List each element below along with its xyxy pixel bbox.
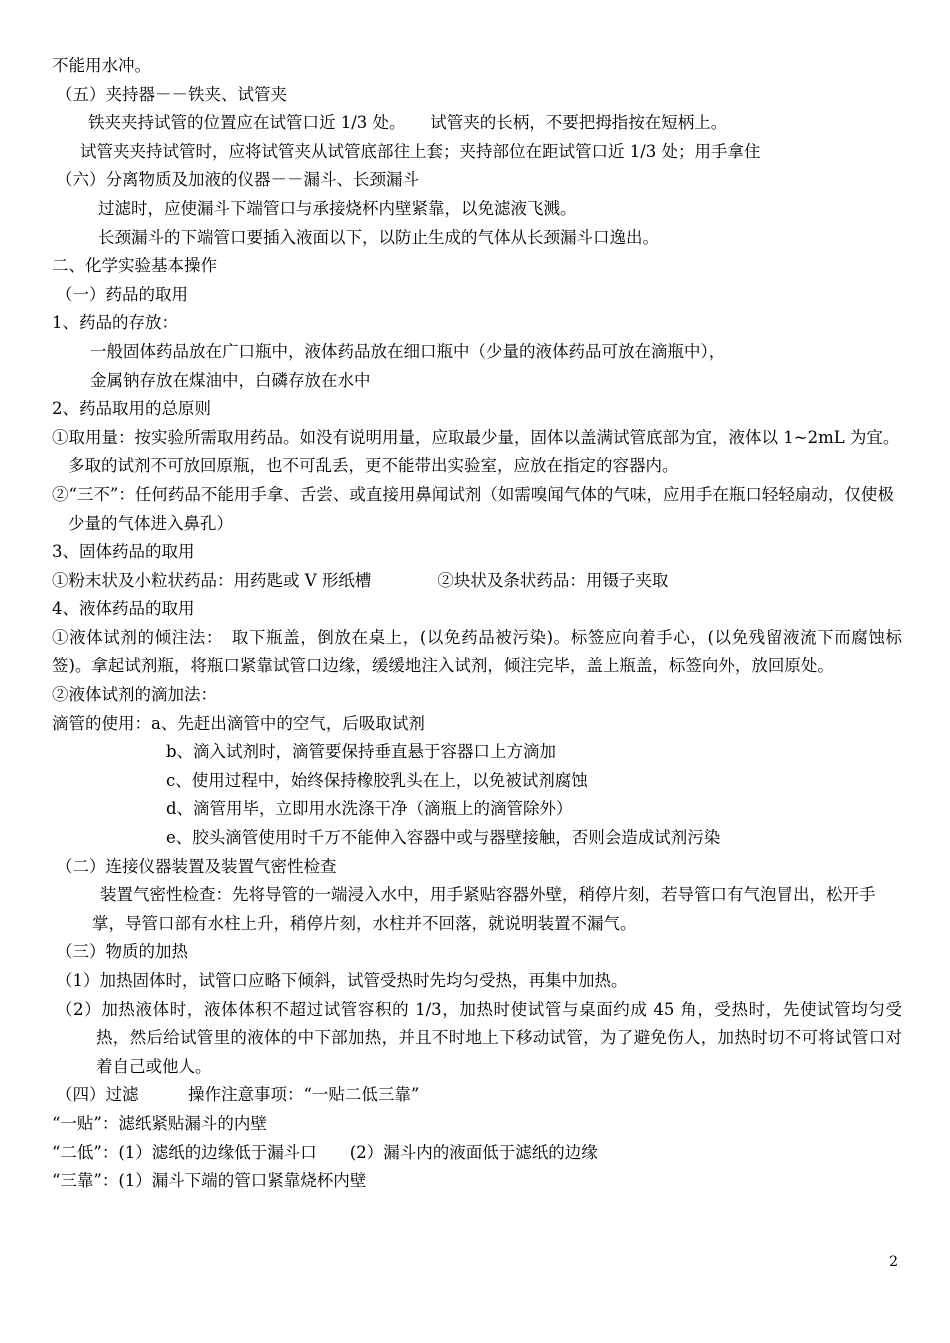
text-line: 多取的试剂不可放回原瓶，也不可乱丢，更不能带出实验室，应放在指定的容器内。 [68, 456, 679, 476]
section-heading: （四）过滤 操作注意事项：“一贴二低三靠” [56, 1085, 420, 1105]
subsection-heading: 1、药品的存放： [52, 313, 178, 333]
text-line: 过滤时，应使漏斗下端管口与承接烧杯内壁紧靠，以免滤液飞溅。 [98, 198, 577, 218]
list-item: e、胶头滴管使用时千万不能伸入容器中或与器壁接触，否则会造成试剂污染 [166, 828, 721, 848]
document-body [52, 52, 902, 1196]
text-line: “三靠”：(1）漏斗下端的管口紧靠烧杯内壁 [52, 1171, 367, 1191]
text-line: 滴管的使用：a、先赶出滴管中的空气，后吸取试剂 [52, 713, 425, 733]
paragraph: ①取用量：按实验所需取用药品。如没有说明用量，应取最少量，固体以盖满试管底部为宜，液体以 1~2mL 为宜。 [52, 427, 900, 447]
text-line: 一般固体药品放在广口瓶中，液体药品放在细口瓶中（少量的液体药品可放在滴瓶中）， [90, 341, 726, 361]
chapter-heading: 二、化学实验基本操作 [52, 256, 217, 276]
text-line: ①粉末状及小粒状药品：用药匙或 V 形纸槽 ②块状及条状药品：用镊子夹取 [52, 570, 669, 590]
text-line: “二低”：(1）滤纸的边缘低于漏斗口 (2）漏斗内的液面低于滤纸的边缘 [52, 1142, 598, 1162]
section-heading: （一）药品的取用 [56, 284, 188, 304]
text-line: （1）加热固体时，试管口应略下倾斜，试管受热时先均匀受热，再集中加热。 [56, 971, 628, 990]
text-line: 铁夹夹持试管的位置应在试管口近 1/3 处。 试管夹的长柄，不要把拇指按在短柄上。 [88, 113, 728, 133]
text-line: ②液体试剂的滴加法： [52, 685, 217, 705]
subsection-heading: 3、固体药品的取用 [52, 542, 195, 562]
subsection-heading: 4、液体药品的取用 [52, 599, 195, 619]
list-item: d、滴管用毕，立即用水洗涤干净（滴瓶上的滴管除外） [166, 799, 573, 819]
paragraph: ①液体试剂的倾注法： 取下瓶盖，倒放在桌上，(以免药品被污染)。标签应向着手心，(以免残留液流下而腐蚀标签)。拿起试剂瓶，将瓶口紧靠试管口边缘，缓缓地注入试剂，倾注完毕，盖上瓶盖，标签向外，放回原处。 [52, 627, 902, 676]
list-item: c、使用过程中，始终保持橡胶乳头在上，以免被试剂腐蚀 [166, 770, 588, 790]
text-line: 金属钠存放在煤油中，白磷存放在水中 [90, 370, 371, 390]
list-item: b、滴入试剂时，滴管要保持垂直悬于容器口上方滴加 [166, 742, 557, 762]
paragraph: ②“三不”：任何药品不能用手拿、舌尝、或直接用鼻闻试剂（如需嗅闻气体的气味，应用手在瓶口轻轻扇动，仅使极少量的气体进入鼻孔） [52, 484, 894, 533]
section-heading: （三）物质的加热 [56, 942, 188, 962]
text-line: 长颈漏斗的下端管口要插入液面以下，以防止生成的气体从长颈漏斗口逸出。 [98, 227, 659, 247]
subsection-heading: 2、药品取用的总原则 [52, 399, 211, 419]
text-line: 试管夹夹持试管时，应将试管夹从试管底部往上套；夹持部位在距试管口近 1/3 处；用手拿住 [80, 141, 761, 161]
paragraph: （2）加热液体时，液体体积不超过试管容积的 1/3，加热时使试管与桌面约成 45 角，受热时，先使试管均匀受热，然后给试管里的液体的中下部加热，并且不时地上下移动试管，为了避免伤人，加热时切不可将试管口对着自己或他人。 [56, 999, 902, 1076]
text-line: “一贴”：滤纸紧贴漏斗的内壁 [52, 1113, 267, 1133]
page-number: 2 [889, 1254, 898, 1270]
section-heading: （六）分离物质及加液的仪器－－漏斗、长颈漏斗 [56, 170, 419, 190]
text-line: 不能用水冲。 [52, 56, 151, 75]
section-heading: （二）连接仪器装置及装置气密性检查 [56, 856, 337, 876]
section-heading: （五）夹持器－－铁夹、试管夹 [56, 84, 287, 104]
paragraph: 装置气密性检查：先将导管的一端浸入水中，用手紧贴容器外壁，稍停片刻，若导管口有气泡冒出，松开手掌，导管口部有水柱上升，稍停片刻，水柱并不回落，就说明装置不漏气。 [92, 885, 876, 933]
